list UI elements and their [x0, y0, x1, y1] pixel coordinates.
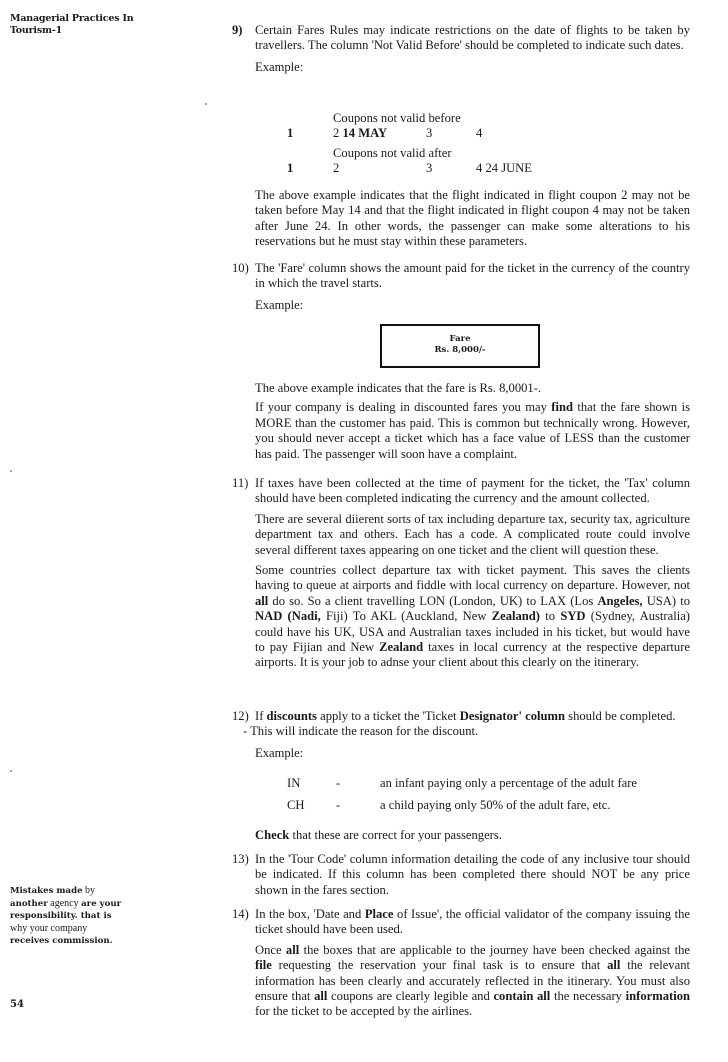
margin-note-text: by [82, 885, 96, 896]
item-text: In the box, 'Date and Place of Issue', the official validator of the company issuing the ticket should have been used. [255, 907, 690, 937]
item-number: 14) [232, 907, 249, 921]
coupon-caption: Coupons not valid before [333, 111, 461, 125]
item-paragraph: If your company is dealing in discounted fares you may find that the fare shown is MORE than the customer has paid. This is common but technically wrong. However, you should never accept a ticket which has a face value of LESS than the customer has paid. The passenger will soon have a complaint. [255, 400, 690, 461]
coupon-caption: Coupons not valid after [333, 146, 452, 160]
coupon-num: 3 [426, 126, 433, 140]
example-label: Example: [255, 59, 304, 74]
running-header [10, 13, 133, 37]
fare-box [380, 324, 540, 368]
item-paragraph: Once all the boxes that are applicable to the journey have been checked against the file requesting the reservation your final task is to ensure that all the relevant information has been clearly and accurately reflected in the itinerary. You must also ensure that all coupons are clearly legible and contain all the necessary information for the ticket to be accepted by the airlines. [255, 942, 691, 1019]
speck [10, 470, 12, 472]
speck [10, 770, 12, 772]
item-number: 12) [232, 709, 249, 723]
code-1: IN [287, 776, 301, 790]
margin-note-text: why your company [10, 922, 88, 934]
item-paragraph: There are several diierent sorts of tax including departure tax, security tax, agriculture department tax and others. Each has a code. A complicated route could involve several different taxes appearing on one ticket and the client will question these. [255, 511, 690, 557]
coupon-num: 1 [287, 161, 294, 175]
margin-note-text: Mistakes made [10, 886, 83, 896]
item-text: - This will indicate the reason for the discount. [243, 724, 479, 739]
coupon-num: 2 [333, 161, 340, 175]
fare-label: Fare [449, 334, 471, 344]
coupon-num: 3 [426, 161, 433, 175]
example-label: Example: [255, 745, 304, 760]
item-number: 10) [232, 261, 249, 275]
item-paragraph: Check that these are correct for your passengers. [255, 828, 502, 842]
item-text: In the 'Tour Code' column information detailing the code of any inclusive tour should be indicated. If this column has been completed there should NOT be any price shown in the fares section. [255, 852, 690, 897]
code-1-desc: an infant paying only a percentage of the adult fare [380, 776, 638, 790]
item-text: Certain Fares Rules may indicate restrictions on the date of flights to be taken by travellers. The column 'Not Valid Before' should be completed to indicate such dates. [255, 23, 690, 53]
margin-note-text: another [10, 898, 48, 909]
item-number: 9) [232, 23, 243, 37]
margin-note-text: that is [77, 911, 112, 921]
coupon-num: 2 14 MAY [333, 126, 388, 140]
margin-note [10, 885, 160, 948]
header-line-2: Tourism-1 [10, 25, 62, 36]
item-text: If discounts apply to a ticket the 'Ticket Designator' column should be completed. [255, 709, 676, 723]
margin-note-text: agency [47, 897, 82, 909]
fare-value: Rs. 8,000/- [434, 345, 486, 355]
coupon-num: 4 24 JUNE [476, 161, 532, 175]
coupon-num: 4 [476, 126, 483, 140]
code-2-desc: a child paying only 50% of the adult fare, etc. [380, 798, 611, 812]
item-explain: The above example indicates that the flight indicated in flight coupon 2 may not be taken before May 14 and that the flight indicated in flight coupon 4 may not be taken after June 24. In other words, the passenger can make some alterations to his reservations but he must stay within these parameters. [255, 188, 690, 249]
item-paragraph: Some countries collect departure tax with ticket payment. This saves the clients having to queue at airports and fiddle with local currency on departure. However, not all do so. So a client travelling LON (London, UK) to LAX (Los Angeles, USA) to NAD (Nadi, Fiji) To AKL (Auckland, New Zealand) to SYD (Sydney, Australia) could have his UK, USA and Australian taxes included in his ticket, but would have to pay Fijian and New Zealand taxes in local currency at the respective departure airports. It is your job to adnse your client about this clearly on the itinerary. [255, 563, 690, 670]
code-2-dash: - [336, 798, 341, 812]
item-text: The 'Fare' column shows the amount paid for the ticket in the currency of the country in which the travel starts. [255, 261, 690, 291]
code-1-dash: - [336, 776, 341, 790]
header-line-1: Managerial Practices In [10, 13, 134, 24]
margin-note-text: receives commission. [10, 936, 113, 946]
item-explain: The above example indicates that the fare is Rs. 8,0001-. [255, 381, 542, 395]
coupon-row-1: 1 [287, 126, 294, 140]
item-text: If taxes have been collected at the time of payment for the ticket, the 'Tax' column should have been completed indicating the currency and the amount collected. [255, 476, 690, 506]
item-number: 11) [232, 476, 249, 490]
speck [205, 103, 207, 105]
page-number: 54 [10, 999, 24, 1010]
example-label: Example: [255, 297, 304, 312]
code-2: CH [287, 798, 305, 812]
margin-note-text: are your responsibility. [10, 898, 122, 921]
item-number: 13) [232, 852, 249, 866]
